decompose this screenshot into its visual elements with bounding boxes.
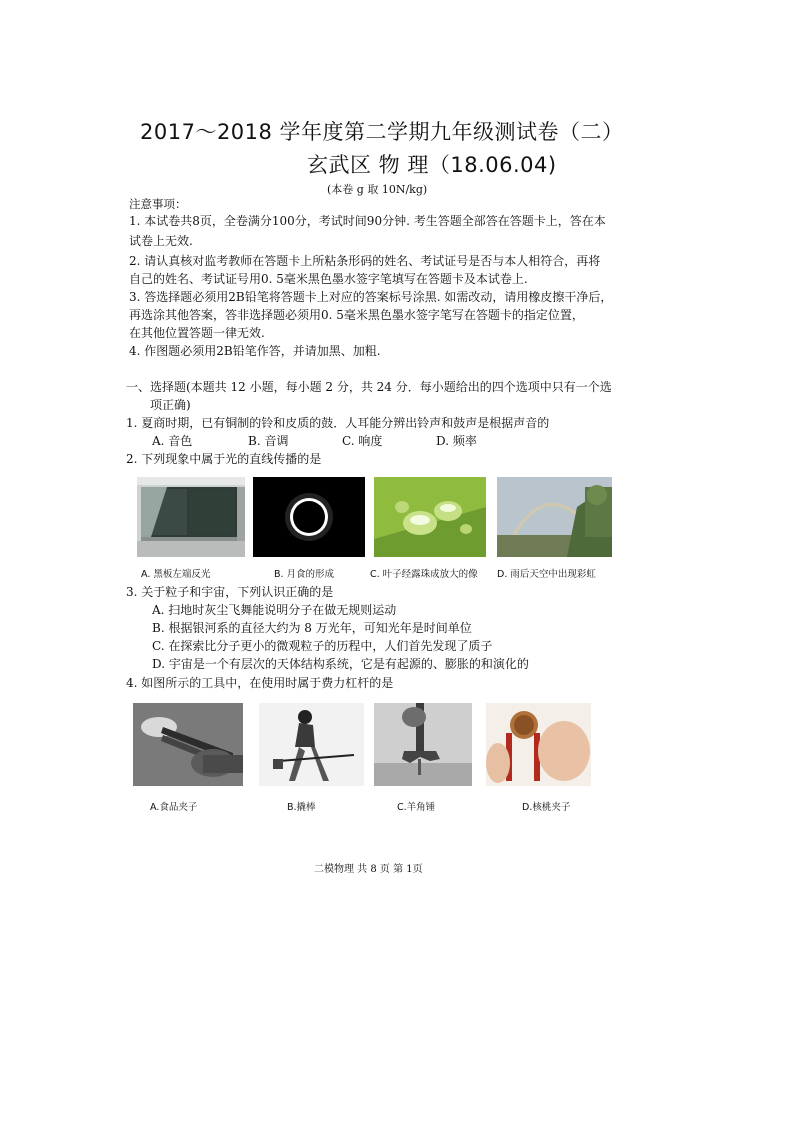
q2-caption-c: C. 叶子经露珠成放大的像 <box>370 569 478 580</box>
dewdrop-leaf-photo <box>374 477 486 557</box>
notice-line: 3. 答选择题必须用2B铅笔将答题卡上对应的答案标号涂黑. 如需改动，请用橡皮擦干净后， <box>129 290 613 304</box>
food-tongs-photo <box>133 703 243 786</box>
notice-line: 在其他位置答题一律无效. <box>129 326 265 340</box>
rainbow-photo <box>497 477 612 557</box>
q2-caption-a: A. 黑板左端反光 <box>141 569 211 580</box>
exam-subtitle: 玄武区 物 理（18.06.04) <box>307 153 557 177</box>
g-constant-note: (本卷 g 取 10N/kg) <box>327 183 428 196</box>
section-heading-cont: 项正确) <box>150 398 191 412</box>
question-3-stem: 3. 关于粒子和宇宙，下列认识正确的是 <box>126 585 334 599</box>
notice-line: 自己的姓名、考试证号用0. 5毫米黑色墨水签字笔填写在答题卡及本试卷上. <box>129 272 528 286</box>
question-1-stem: 1. 夏商时期，已有铜制的铃和皮质的鼓．人耳能分辨出铃声和鼓声是根据声音的 <box>126 416 550 430</box>
notice-line: 2. 请认真核对监考教师在答题卡上所粘条形码的姓名、考试证号是否与本人相符合，再将 <box>129 254 601 268</box>
notice-line: 再选涂其他答案，答非选择题必须用0. 5毫米黑色墨水签字笔写在答题卡的指定位置， <box>129 308 584 322</box>
q2-caption-b: B. 月食的形成 <box>274 569 335 580</box>
q1-option-b: B. 音调 <box>248 434 289 448</box>
eclipse-photo <box>253 477 365 557</box>
q1-option-c: C. 响度 <box>342 434 383 448</box>
exam-title: 2017～2018 学年度第二学期九年级测试卷（二） <box>140 120 624 144</box>
q1-option-a: A. 音色 <box>152 434 193 448</box>
q4-caption-b: B.撬棒 <box>287 802 316 813</box>
q4-caption-d: D.核桃夹子 <box>522 802 571 813</box>
question-2-stem: 2. 下列现象中属于光的直线传播的是 <box>126 452 322 466</box>
notice-line: 试卷上无效. <box>129 234 193 248</box>
page-footer: 二模物理 共 8 页 第 1页 <box>314 864 423 875</box>
blackboard-photo <box>137 477 245 557</box>
notice-line: 1. 本试卷共8页，全卷满分100分，考试时间90分钟. 考生答题全部答在答题卡上，答在本 <box>129 214 606 228</box>
notice-heading: 注意事项： <box>129 197 187 211</box>
nutcracker-photo <box>486 703 591 786</box>
q4-caption-a: A.食品夹子 <box>150 802 198 813</box>
q2-caption-d: D. 雨后天空中出现彩虹 <box>497 569 596 580</box>
q3-option-c: C. 在探索比分子更小的微观粒子的历程中，人们首先发现了质子 <box>152 639 493 653</box>
q3-option-d: D. 宇宙是一个有层次的天体结构系统，它是有起源的、膨胀的和演化的 <box>152 657 529 671</box>
notice-line: 4. 作图题必须用2B铅笔作答，并请加黑、加粗. <box>129 344 381 358</box>
question-4-stem: 4. 如图所示的工具中，在使用时属于费力杠杆的是 <box>126 676 394 690</box>
q3-option-a: A. 扫地时灰尘飞舞能说明分子在做无规则运动 <box>152 603 397 617</box>
section-heading: 一、选择题(本题共 12 小题，每小题 2 分，共 24 分．每小题给出的四个选项中只有一个选 <box>126 380 612 394</box>
q4-caption-c: C.羊角锤 <box>397 802 436 813</box>
crowbar-photo <box>259 703 364 786</box>
q3-option-b: B. 根据银河系的直径大约为 8 万光年，可知光年是时间单位 <box>152 621 472 635</box>
q1-option-d: D. 频率 <box>436 434 477 448</box>
claw-hammer-photo <box>374 703 472 786</box>
